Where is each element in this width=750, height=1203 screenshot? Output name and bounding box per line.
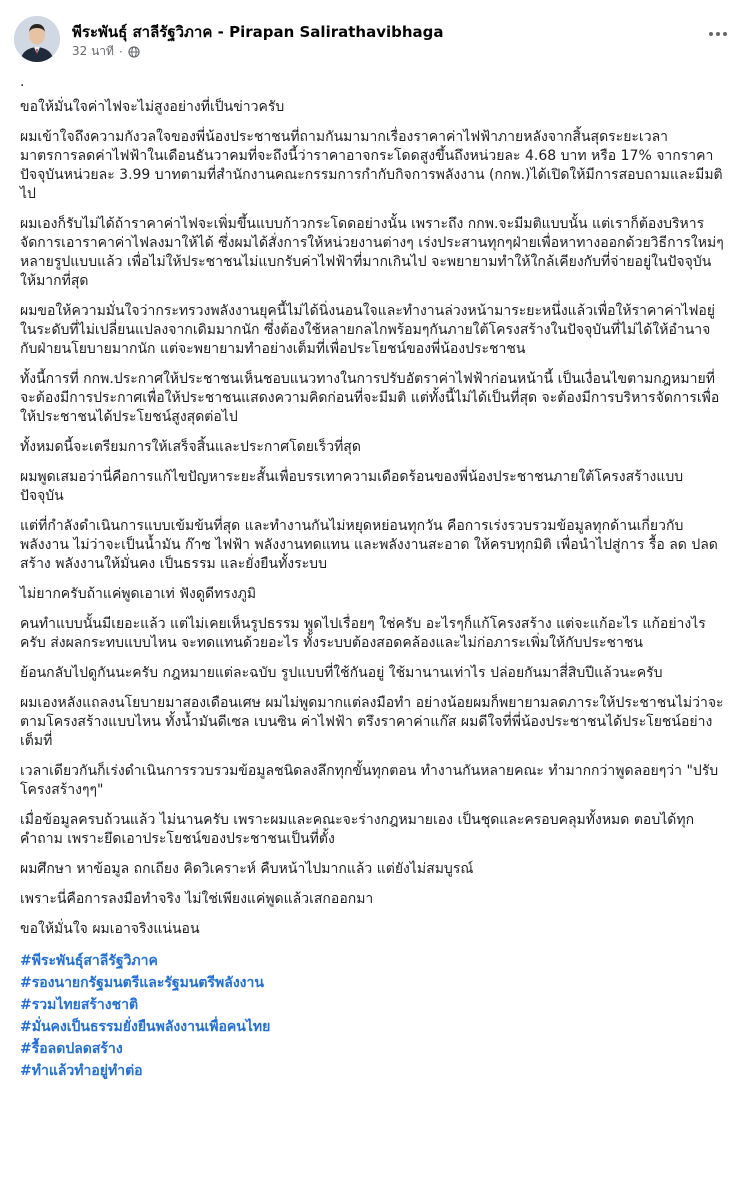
- post-paragraphs: [20, 98, 725, 939]
- globe-icon[interactable]: [128, 46, 140, 58]
- meta-dot: ·: [118, 44, 123, 59]
- post-paragraph: ผมเองหลังแถลงนโยบายมาสองเดือนเศษ ผมไม่พูดมากแต่ลงมือทำ อย่างน้อยผมก็พยายามลดภาระให้ประชาชนไม่ว่าจะตามโครงสร้างแบบไหน ทั้งน้ำมันดีเซล เบนซิน ค่าไฟฟ้า ตรึงราคาค่าแก๊ส ผมดีใจที่พี่น้องประชาชนได้ประโยชน์อย่างเต็มที่: [20, 695, 724, 749]
- post-meta: [72, 42, 140, 61]
- hashtag-link[interactable]: #พีระพันธุ์สาลีรัฐวิภาค: [20, 953, 158, 969]
- post-paragraph: แต่ที่กำลังดำเนินการแบบเข้มข้นที่สุด และทำงานกันไม่หยุดหย่อนทุกวัน คือการเร่งรวบรวมข้อมูลทุกด้านเกี่ยวกับพลังงาน ไม่ว่าจะเป็นน้ำมัน ก๊าซ ไฟฟ้า พลังงานทดแทน และพลังงานสะอาด ให้ครบทุกมิติ เพื่อนำไปสู่การ รื้อ ลด ปลด สร้าง พลังงานให้มั่นคง เป็นธรรม และยั่งยืนทั้งระบบ: [20, 518, 718, 572]
- post-paragraph: ผมเองก็รับไม่ได้ถ้าราคาค่าไฟจะเพิ่มขึ้นแบบก้าวกระโดดอย่างนั้น เพราะถึง กกพ.จะมีมติแบบนั้น แต่เราก็ต้องบริหารจัดการเอาราคาค่าไฟลงมาให้ได้ ซึ่งผมได้สั่งการให้หน่วยงานต่างๆ เร่งประสานทุกๆฝ่ายเพื่อหาทางออกด้วยวิธีการใหม่ๆหลายรูปแบบแล้ว เพื่อไม่ให้ประชาชนไม่แบกรับค่าไฟฟ้าที่มากเกินไป จะพยายามทำให้ใกล้เคียงกับที่จ่ายอยู่ในปัจจุบันให้มากที่สุด: [20, 216, 724, 289]
- post-paragraph: ผมเข้าใจถึงความกังวลใจของพี่น้องประชาชนที่ถามกันมามากเรื่องราคาค่าไฟฟ้าภายหลังจากสิ้นสุดระยะเวลามาตรการลดค่าไฟฟ้าในเดือนธันวาคมที่จะถึงนี้ว่าราคาอาจกระโดดสูงขึ้นถึงหน่วยละ 4.68 บาท หรือ 17% จากราคาปัจจุบันหน่วยละ 3.99 บาทตามที่สำนักงานคณะกรรมการกำกับกิจการพลังงาน (กกพ.)ได้เปิดให้มีการสอบถามและมีมติไป: [20, 129, 723, 202]
- post-paragraph: ผมศึกษา หาข้อมูล ถกเถียง คิดวิเคราะห์ คืบหน้าไปมากแล้ว แต่ยังไม่สมบูรณ์: [20, 861, 474, 877]
- post-paragraph: ผมพูดเสมอว่านี่คือการแก้ไขปัญหาระยะสั้นเพื่อบรรเทาความเดือดร้อนของพี่น้องประชาชนภายใต้โครงสร้างแบบปัจจุบัน: [20, 469, 684, 504]
- author-line[interactable]: [72, 20, 444, 44]
- author-name-thai[interactable]: พีระพันธุ์ สาลีรัฐวิภาค: [72, 23, 213, 41]
- author-name-english[interactable]: Pirapan Salirathavibhaga: [229, 23, 444, 41]
- leading-dot: .: [20, 74, 25, 90]
- post-paragraph: ขอให้มั่นใจค่าไฟจะไม่สูงอย่างที่เป็นข่าวครับ: [20, 99, 285, 115]
- post-header: [14, 14, 736, 62]
- post-paragraph: ไม่ยากครับถ้าแค่พูดเอาเท่ ฟังดูดีทรงภูมิ: [20, 586, 257, 602]
- hashtag-link[interactable]: #ทำแล้วทำอยู่ทำต่อ: [20, 1063, 143, 1079]
- post-paragraph: ขอให้มั่นใจ ผมเอาจริงแน่นอน: [20, 921, 200, 937]
- hashtag-link[interactable]: #รองนายกรัฐมนตรีและรัฐมนตรีพลังงาน: [20, 975, 264, 991]
- post-content: [20, 74, 725, 1082]
- post-paragraph: ผมขอให้ความมั่นใจว่ากระทรวงพลังงานยุคนี้ไม่ได้นิ่งนอนใจและทำงานล่วงหน้ามาระยะหนึ่งแล้วเพื่อให้ราคาค่าไฟอยู่ในระดับที่ไม่เปลี่ยนแปลงจากเดิมมากนัก ซึ่งต้องใช้หลายกลไกพร้อมๆกันภายใต้โครงสร้างในปัจจุบันที่ไม่ได้ให้อำนาจกับฝ่ายนโยบายมากนัก แต่จะพยายามทำอย่างเต็มที่เพื่อประโยชน์ของพี่น้องประชาชน: [20, 303, 716, 357]
- hashtag-link[interactable]: #รื้อลดปลดสร้าง: [20, 1041, 123, 1057]
- hashtag-link[interactable]: #รวมไทยสร้างชาติ: [20, 997, 139, 1013]
- post-paragraph: เมื่อข้อมูลครบถ้วนแล้ว ไม่นานครับ เพราะผมและคณะจะร่างกฎหมายเอง เป็นชุดและครอบคลุมทั้งหมด ตอบได้ทุกคำถาม เพราะยึดเอาประโยชน์ของประชาชนเป็นที่ตั้ง: [20, 812, 695, 847]
- hashtag-link[interactable]: #มั่นคงเป็นธรรมยั่งยืนพลังงานเพื่อคนไทย: [20, 1019, 271, 1035]
- post-paragraph: ทั้งนี้การที่ กกพ.ประกาศให้ประชาชนเห็นชอบแนวทางในการปรับอัตราค่าไฟฟ้าก่อนหน้านี้ เป็นเงื่อนไขตามกฎหมายที่จะต้องมีการประกาศเพื่อให้ประชาชนแสดงความคิดก่อนที่จะมีมติ แต่ทั้งนี้ไม่ได้เป็นที่สุด จะต้องมีการบริหารจัดการเพื่อให้ประชาชนได้ประโยชน์สูงสุดต่อไป: [20, 371, 720, 425]
- post-paragraph: เวลาเดียวกันก็เร่งดำเนินการรวบรวมข้อมูลชนิดลงลึกทุกขั้นทุกตอน ทำงานกันหลายคณะ ทำมากกว่าพูดลอยๆว่า "ปรับโครงสร้างๆๆ": [20, 763, 719, 798]
- avatar[interactable]: [14, 16, 60, 62]
- post-paragraph: เพราะนี่คือการลงมือทำจริง ไม่ใช่เพียงแค่พูดแล้วเสกออกมา: [20, 891, 374, 907]
- post-paragraph: ย้อนกลับไปดูกันนะครับ กฎหมายแต่ละฉบับ รูปแบบที่ใช้กันอยู่ ใช้มานานเท่าไร ปล่อยกันมาสี่สิบปีแล้วนะครับ: [20, 665, 663, 681]
- more-options-icon[interactable]: [704, 22, 732, 46]
- hashtag-list: [20, 950, 725, 1082]
- post-timestamp[interactable]: 32 นาที: [72, 44, 114, 58]
- avatar-portrait: [14, 16, 60, 62]
- post-paragraph: คนทำแบบนั้นมีเยอะแล้ว แต่ไม่เคยเห็นรูปธรรม พูดไปเรื่อยๆ ใช่ครับ อะไรๆก็แก้โครงสร้าง แต่จะแก้อะไร แก้อย่างไรครับ ส่งผลกระทบแบบไหน จะทดแทนด้วยอะไร ทั้งระบบต้องสอดคล้องและไม่ก่อภาระเพิ่มให้กับประชาชน: [20, 616, 706, 651]
- author-separator: -: [217, 23, 224, 41]
- post-paragraph: ทั้งหมดนี้จะเตรียมการให้เสร็จสิ้นและประกาศโดยเร็วที่สุด: [20, 439, 361, 455]
